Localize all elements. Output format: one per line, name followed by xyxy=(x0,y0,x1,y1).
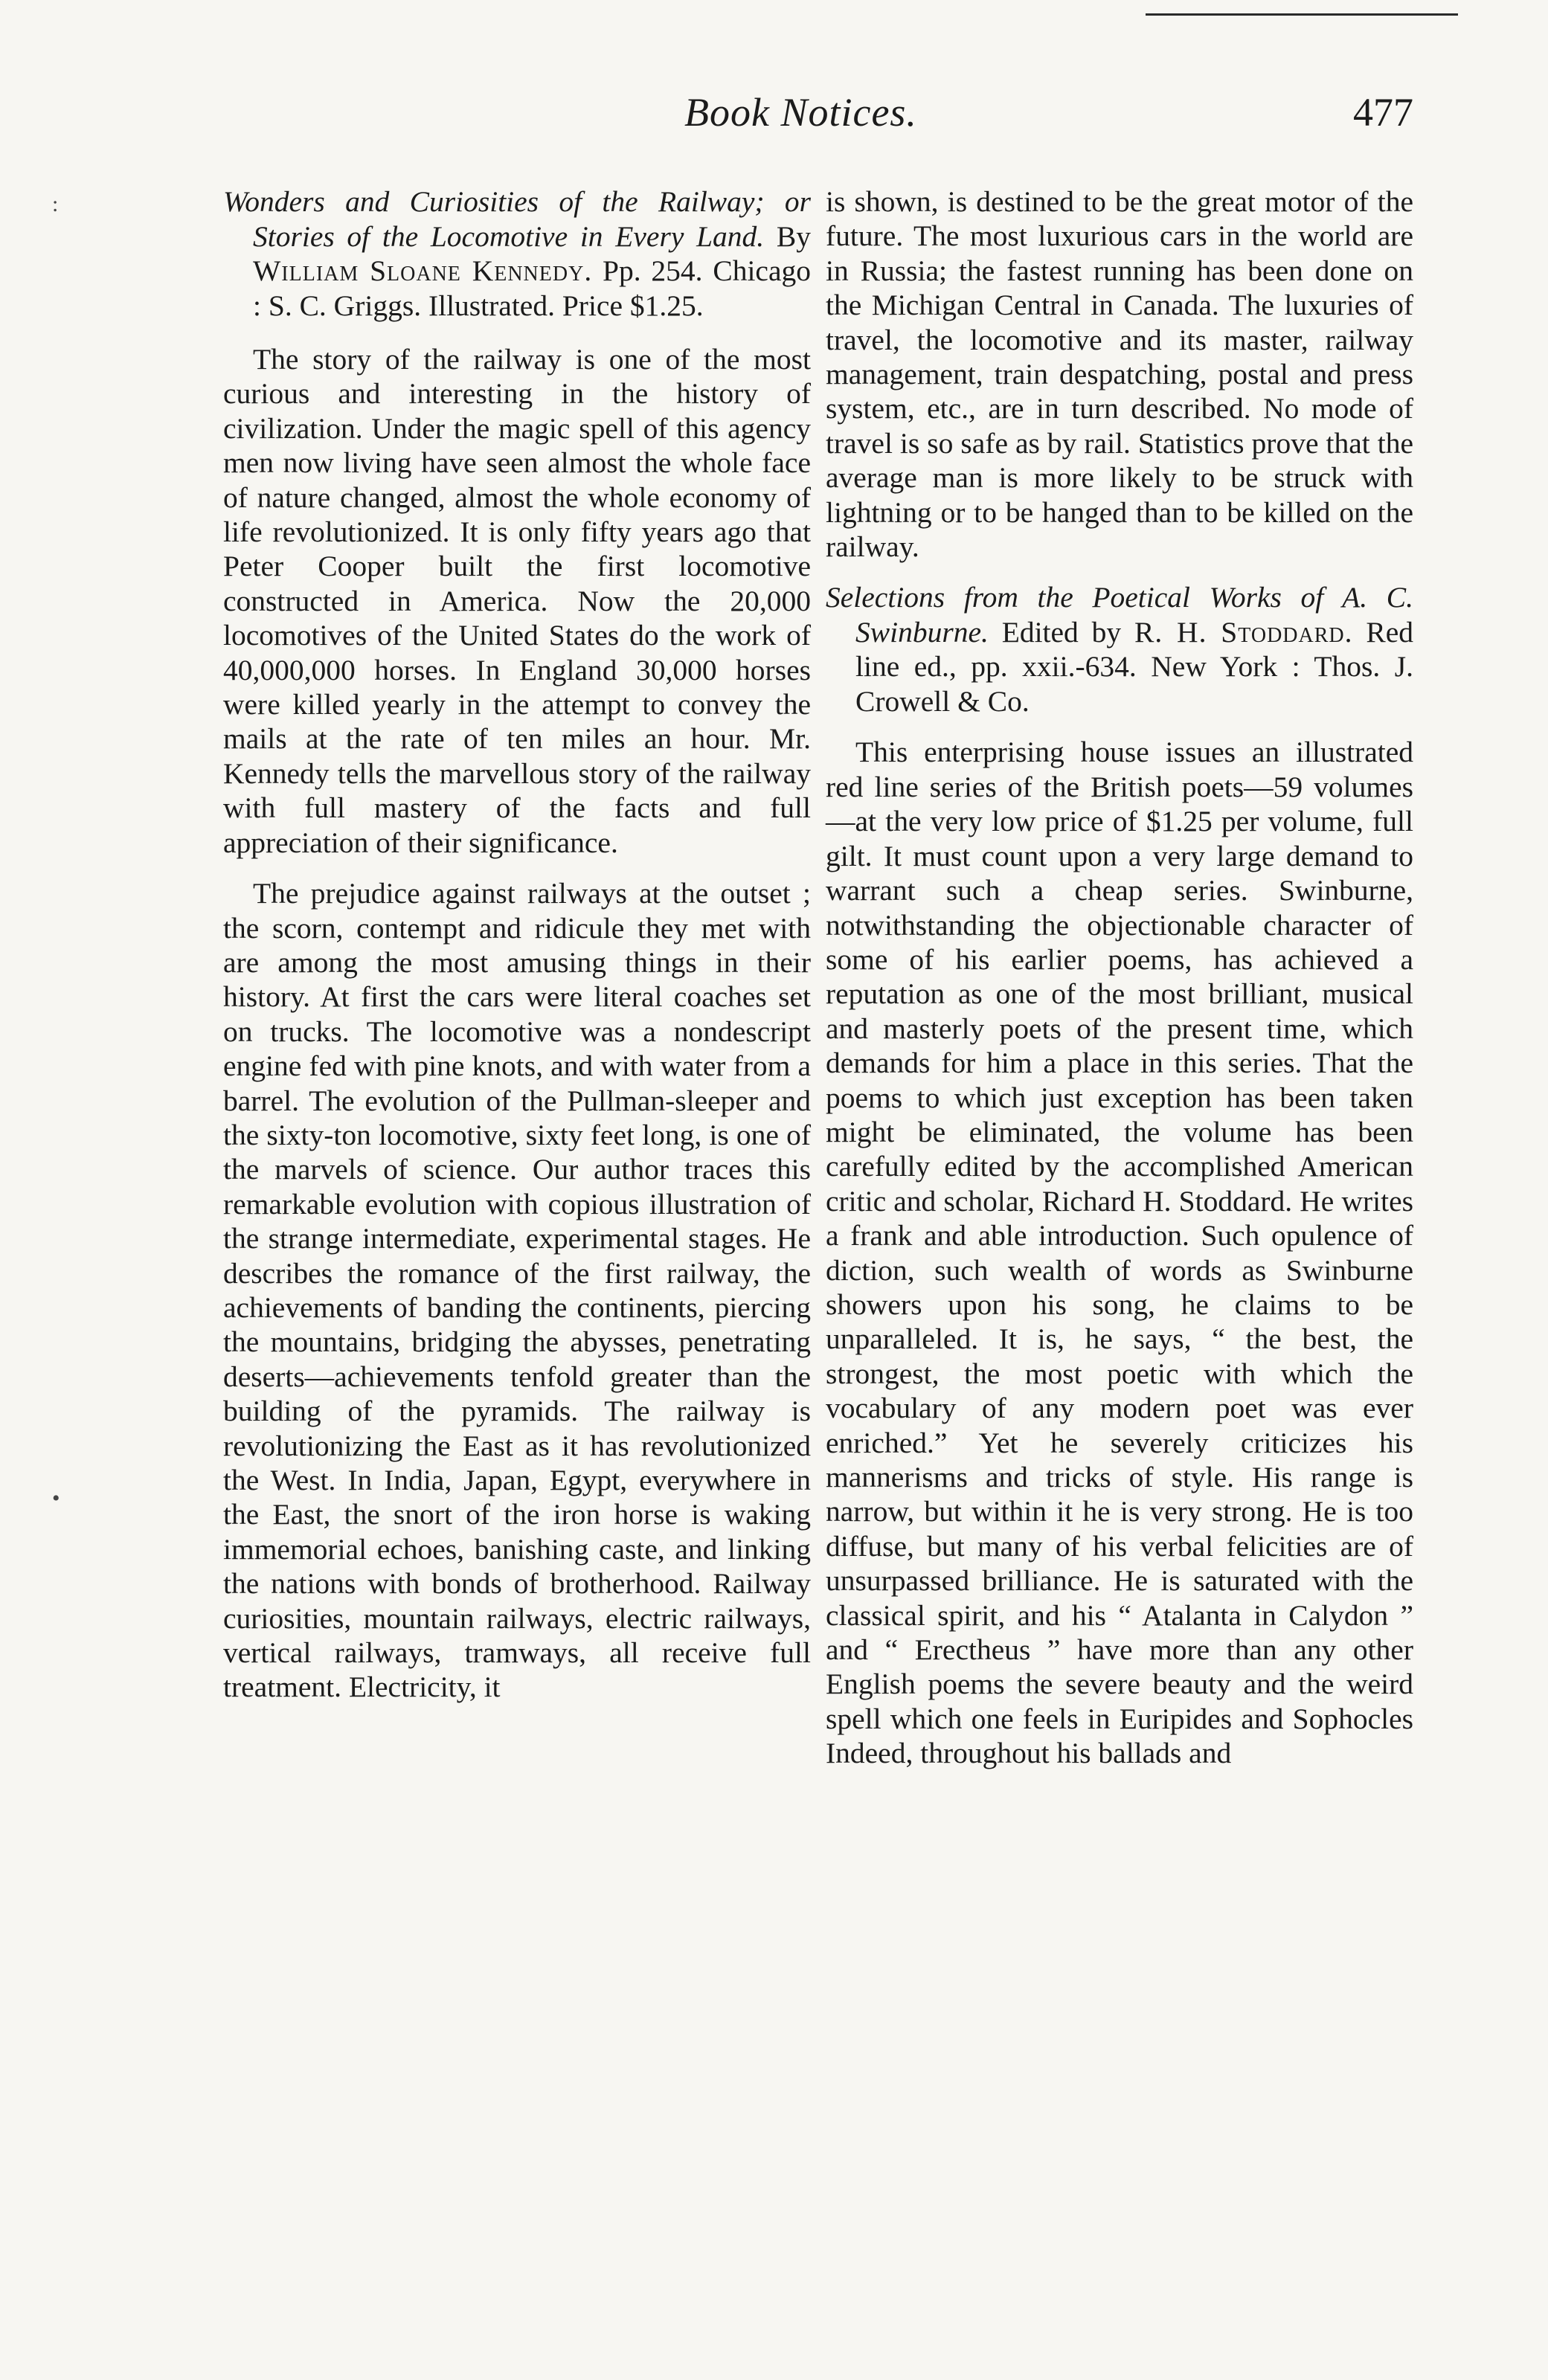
review-paragraph-continued: is shown, is destined to be the great motor of the future. The most luxurious cars in the world are in Russia; the fastest running has been done on the Michigan Central in Canada. The luxuries of travel, the locomotive and its master, railway management, train despatching, postal and press system, etc., are in turn described. No mode of travel is so safe as by rail. Statistics prove that the average man is more likely to be struck with lightning or to be hanged than to be killed on the railway. xyxy=(826,185,1413,564)
book-details: Red line ed., pp. xxii.-634. New York : Thos. J. Crowell & Co. xyxy=(855,615,1414,718)
book-author: R. H. Stoddard. xyxy=(1134,615,1353,649)
review-paragraph: This enterprising house issues an illustrated red line series of the British poets—59 volumes—at the very low price of $1.25 per volume, full gilt. It must count upon a very large demand to warrant such a cheap series. Swinburne, notwithstanding the objectionable character of some of his earlier poems, has achieved a reputation as one of the most brilliant, musical and masterly poets of the present time, which demands for him a place in this series. That the poems to which just exception has been taken might be eliminated, the volume has been carefully edited by the accomplished American critic and scholar, Richard H. Stoddard. He writes a frank and able introduction. Such opulence of diction, such wealth of words as Swinburne showers upon his song, he claims to be unparalleled. It is, he says, “ the best, the strongest, the most poetic with which the vocabulary of any modern poet was ever enriched.” Yet he severely criticizes his mannerisms and tricks of style. His range is narrow, but within it he is very strong. He is too diffuse, but many of his verbal felicities are of unsurpassed brilliance. He is saturated with the classical spirit, and his “ Atalanta in Calydon ” and “ Erectheus ” have more than any other English poems the severe beauty and the weird spell which one feels in Euripides and Sophocles Indeed, throughout his ballads and xyxy=(826,736,1413,1770)
running-title: Book Notices. xyxy=(684,90,917,135)
book-author: William Sloane Kennedy. xyxy=(253,254,593,287)
book-title: Selections from the Poetical Works of A. C. Swinburne. xyxy=(826,581,1413,649)
margin-speck: • xyxy=(52,1486,60,1511)
right-column xyxy=(826,184,1413,1771)
page-number: 477 xyxy=(1353,90,1413,135)
book-entry-heading xyxy=(826,580,1413,718)
left-column xyxy=(223,184,811,1705)
margin-speck: : xyxy=(52,192,59,216)
book-title: Wonders and Curiosities of the Railway; or Stories of the Locomotive in Every Land. xyxy=(223,185,811,253)
by-label: Edited by xyxy=(988,615,1134,649)
review-paragraph: The prejudice against railways at the outset ; the scorn, contempt and ridicule they met with are among the most amusing things in their history. At first the cars were literal coaches set on trucks. The locomotive was a nondescript engine fed with pine knots, and with water from a barrel. The evolution of the Pullman-sleeper and the sixty-ton locomotive, sixty feet long, is one of the marvels of science. Our author traces this remarkable evolution with copious illustration of the strange intermediate, experimental stages. He describes the romance of the first railway, the achievements of banding the continents, piercing the mountains, bridging the abysses, penetrating deserts—achievements tenfold greater than the building of the pyramids. The railway is revolutionizing the East as it has revolutionized the West. In India, Japan, Egypt, everywhere in the East, the snort of the iron horse is waking immemorial echoes, banishing caste, and linking the nations with bonds of brotherhood. Railway curiosities, mountain railways, electric railways, vertical railways, tramways, all receive full treatment. Electricity, it xyxy=(223,877,811,1704)
top-rule xyxy=(1146,13,1458,16)
by-label: By xyxy=(764,219,811,253)
running-header xyxy=(223,89,1413,156)
review-paragraph: The story of the railway is one of the most curious and interesting in the history of civilization. Under the magic spell of this agency men now living have seen almost the whole face of nature changed, almost the whole economy of life revolutionized. It is only fifty years ago that Peter Cooper built the first locomotive constructed in America. Now the 20,000 locomotives of the United States do the work of 40,000,000 horses. In England 30,000 horses were killed yearly in the attempt to convey the mails at the rate of ten miles an hour. Mr. Kennedy tells the marvellous story of the railway with full mastery of the facts and full appreciation of their significance. xyxy=(223,343,811,859)
book-entry-heading xyxy=(223,184,811,323)
book-details: Pp. 254. Chicago : S. C. Griggs. Illustrated. Price $1.25. xyxy=(253,254,811,322)
